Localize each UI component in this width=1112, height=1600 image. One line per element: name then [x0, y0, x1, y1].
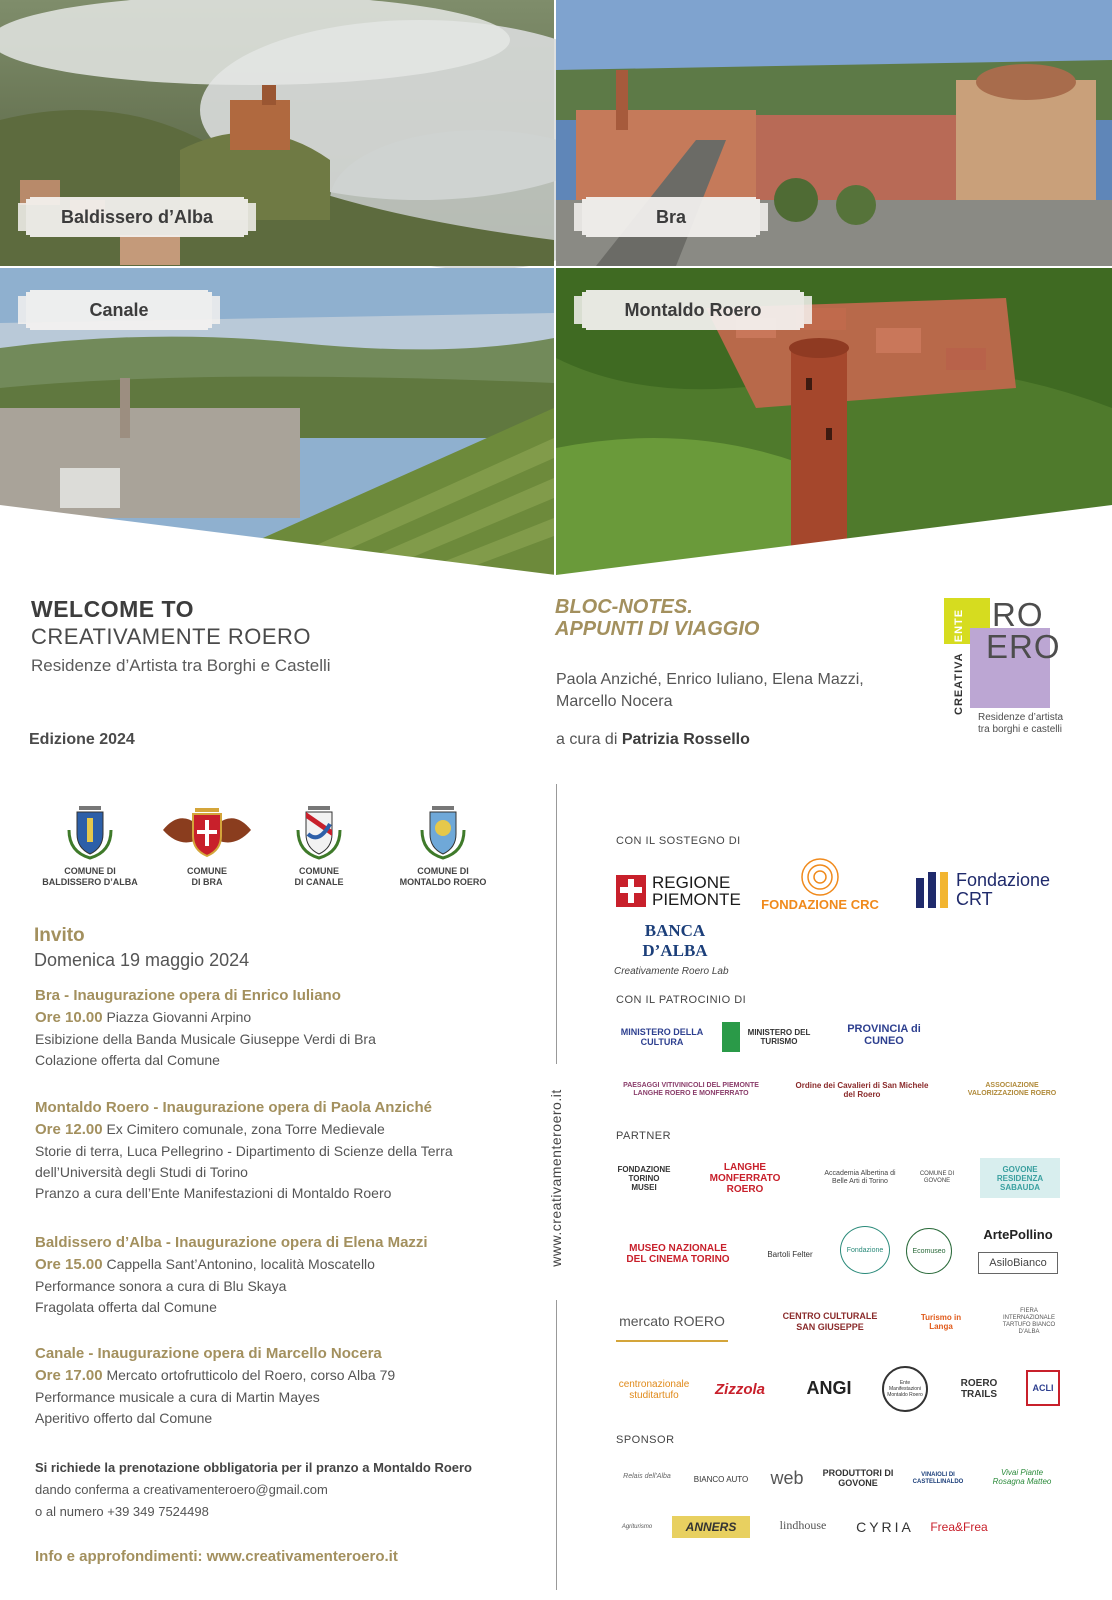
partner-angi: ANGI	[806, 1377, 852, 1398]
exhibition-title-line1: BLOC-NOTES.	[555, 596, 693, 618]
exhibition-title-line2: APPUNTI DI VIAGGIO	[555, 618, 760, 640]
booking-notice: Si richiede la prenotazione obbligatoria per il pranzo a Montaldo Roero	[35, 1460, 472, 1475]
coat-label-2: MONTALDO ROERO	[399, 877, 487, 887]
curator-prefix: a cura di	[556, 731, 618, 748]
regione-flag-icon	[616, 875, 646, 907]
partner-artepollino: ArtePollino	[983, 1226, 1053, 1242]
sponsor-cyria: CYRIA	[856, 1519, 914, 1535]
partner-museo-cinema: MUSEO NAZIONALE DEL CINEMA TORINO	[626, 1243, 730, 1265]
event-title: Canale - Inaugurazione opera di Marcello Nocera	[35, 1345, 382, 1362]
event-time-place	[35, 1367, 395, 1384]
event-canale	[35, 1345, 395, 1426]
patron-associazione-roero: ASSOCIAZIONE VALORIZZAZIONE ROERO	[967, 1082, 1057, 1097]
event-place: Ex Cimitero comunale, zona Torre Medievale	[106, 1121, 385, 1137]
partner-san-giuseppe: CENTRO CULTURALE SAN GIUSEPPE	[782, 1311, 878, 1332]
sponsor-web: web	[770, 1467, 804, 1488]
coat-label-1: COMUNE	[299, 866, 339, 876]
event-detail: Performance sonora a cura di Blu Skaya	[35, 1278, 287, 1294]
info-website[interactable]: Info e approfondimenti: www.creativamenteroero.it	[35, 1548, 398, 1565]
support-caption: Creativamente Roero Lab	[614, 966, 729, 977]
sponsor-label: FONDAZIONE CRC	[761, 896, 879, 912]
photo-canale	[0, 268, 554, 575]
event-time: Ore 15.00	[35, 1256, 103, 1273]
partner-bartoli-felter: Bartoli Felter	[767, 1249, 813, 1259]
logo-vertical-text	[953, 605, 965, 715]
creativamente-roero-logo	[944, 598, 1074, 738]
event-montaldo	[35, 1099, 453, 1201]
coat-of-arms-icon	[159, 800, 255, 860]
partner-centro-studi-tartufo: centronazionale studitartufo	[618, 1379, 690, 1401]
logo-tagline-2: tra borghi e castelli	[978, 724, 1062, 735]
event-time-place	[35, 1256, 428, 1273]
event-detail: Aperitivo offerto dal Comune	[35, 1410, 213, 1426]
patron-ministero-cultura: MINISTERO DELLA CULTURA	[620, 1027, 704, 1047]
place-label-bra: Bra	[586, 197, 756, 237]
patron-paesaggi-vitivinicoli: PAESAGGI VITIVINICOLI DEL PIEMONTE LANGHE ROERO E MONFERRATO	[623, 1082, 759, 1097]
partner-fiera-tartufo: FIERA INTERNAZIONALE TARTUFO BIANCO D’ALBA	[1002, 1308, 1056, 1335]
partner-accademia-albertina: Accademia Albertina di Belle Arti di Torino	[824, 1170, 896, 1185]
sponsor-agriturismo: Agriturismo	[621, 1524, 653, 1530]
partner-fondazione: Fondazione	[840, 1226, 890, 1274]
event-detail: Esibizione della Banda Musicale Giuseppe Verdi di Bra	[35, 1031, 376, 1047]
event-time-place	[35, 1121, 453, 1138]
coat-of-arms-icon	[65, 800, 115, 860]
partner-turismo-langa: Turismo in Langa	[920, 1313, 962, 1331]
patron-provincia-cuneo: PROVINCIA di CUNEO	[847, 1023, 921, 1047]
event-detail: Fragolata offerta dal Comune	[35, 1299, 217, 1315]
coat-label-2: DI BRA	[191, 877, 223, 887]
event-detail: Storie di terra, Luca Pellegrino - Dipartimento di Scienze della Terra	[35, 1143, 453, 1159]
sponsor-regione-piemonte	[616, 868, 741, 914]
photo-montaldo	[556, 268, 1112, 575]
event-place: Piazza Giovanni Arpino	[106, 1009, 252, 1025]
coat-label-1: COMUNE DI	[417, 866, 469, 876]
coat-canale	[276, 800, 362, 888]
event-title: Baldissero d’Alba - Inaugurazione opera di Elena Mazzi	[35, 1234, 428, 1251]
invitation-date: Domenica 19 maggio 2024	[34, 950, 250, 970]
event-title: Bra - Inaugurazione opera di Enrico Iuliano	[35, 987, 341, 1004]
partner-govone-residenza: GOVONE RESIDENZA SABAUDA	[980, 1158, 1060, 1198]
partner-comune-govone: COMUNE DI GOVONE	[919, 1171, 955, 1184]
sponsor-produttori-govone: PRODUTTORI DI GOVONE	[822, 1468, 894, 1488]
event-time: Ore 10.00	[35, 1009, 103, 1026]
place-label-canale: Canale	[30, 290, 208, 330]
event-bra	[35, 987, 376, 1068]
website-vertical[interactable]: www.creativamenteroero.it	[548, 1089, 564, 1267]
sponsor-label: Fondazione CRT	[956, 870, 1051, 909]
column-divider	[556, 1300, 557, 1590]
partner-asilobianco: AsiloBianco	[978, 1252, 1058, 1274]
sponsor-bianco-auto: BIANCO AUTO	[693, 1474, 749, 1484]
partner-mercato-roero: mercato ROERO	[616, 1302, 728, 1342]
sponsor-vivai-piante: Vivai Piante Rosagna Matteo	[992, 1468, 1052, 1486]
photo-grid	[0, 0, 1112, 575]
coat-baldissero	[38, 800, 142, 888]
coat-montaldo	[388, 800, 498, 888]
partner-torino-musei: FONDAZIONE TORINO MUSEI	[617, 1164, 671, 1192]
partner-roero-trails: ROERO TRAILS	[960, 1378, 998, 1400]
sponsor-frea-frea: Frea&Frea	[930, 1520, 988, 1534]
place-label-montaldo: Montaldo Roero	[586, 290, 800, 330]
event-detail: Colazione offerta dal Comune	[35, 1052, 220, 1068]
partner-ente-manifestazioni: Ente Manifestazioni Montaldo Roero	[882, 1366, 928, 1412]
coat-of-arms-icon	[418, 800, 468, 860]
booking-email[interactable]: dando conferma a creativamenteroero@gmail.com	[35, 1482, 328, 1497]
crc-circles-icon	[790, 857, 850, 897]
booking-phone[interactable]: o al numero +39 349 7524498	[35, 1504, 209, 1519]
logo-text-ro: RO	[992, 596, 1044, 633]
sponsor-fondazione-crt	[916, 868, 1066, 912]
partner-acli: ACLI	[1026, 1370, 1060, 1406]
event-title: Montaldo Roero - Inaugurazione opera di Paola Anziché	[35, 1099, 432, 1116]
edition-label: Edizione 2024	[29, 731, 135, 748]
coat-label-2: DI CANALE	[294, 877, 344, 887]
coat-label-2: BALDISSERO D’ALBA	[42, 877, 138, 887]
sponsor-anners: ANNERS	[672, 1516, 750, 1538]
event-baldissero	[35, 1234, 428, 1315]
coat-bra	[158, 800, 256, 888]
event-detail: Performance musicale a cura di Martin Mayes	[35, 1389, 320, 1405]
coat-label-1: COMUNE DI	[64, 866, 116, 876]
curator-line	[556, 731, 750, 749]
partner-zizzola: Zizzola	[714, 1380, 765, 1398]
event-detail: Pranzo a cura dell’Ente Manifestazioni di Montaldo Roero	[35, 1185, 392, 1201]
event-time: Ore 17.00	[35, 1367, 103, 1384]
sponsor-lindhouse: lindhouse	[779, 1517, 827, 1532]
logo-tagline-1: Residenze d’artista	[978, 712, 1064, 723]
artists-line1: Paola Anziché, Enrico Iuliano, Elena Mazzi,	[556, 671, 864, 688]
patron-ministero-turismo: MINISTERO DEL TURISMO	[722, 1022, 818, 1052]
photo-bra	[556, 0, 1112, 266]
patronage-heading: CON IL PATROCINIO DI	[616, 994, 747, 1006]
logo-vertical-a: CREATIVA	[953, 652, 965, 715]
partner-ecomuseo: Ecomuseo	[906, 1228, 952, 1274]
event-place: Mercato ortofrutticolo del Roero, corso Alba 79	[106, 1367, 396, 1383]
sponsor-banca-alba	[616, 921, 734, 960]
logo-tagline	[978, 712, 1063, 736]
sponsor-heading: SPONSOR	[616, 1434, 675, 1446]
place-label-baldissero: Baldissero d’Alba	[30, 197, 244, 237]
column-divider	[556, 784, 557, 1064]
coat-label-1: COMUNE	[187, 866, 227, 876]
patron-ordine-cavalieri: Ordine dei Cavalieri di San Michele del Roero	[795, 1081, 929, 1099]
partner-langhe-monferrato-roero: LANGHE MONFERRATO ROERO	[709, 1161, 781, 1195]
event-detail: dell’Università degli Studi di Torino	[35, 1164, 248, 1180]
artists-line2: Marcello Nocera	[556, 693, 673, 710]
sponsor-fondazione-crc	[760, 852, 880, 916]
event-time: Ore 12.00	[35, 1121, 103, 1138]
support-heading: CON IL SOSTEGNO DI	[616, 835, 741, 847]
sponsor-relais: Relais dell'Alba	[623, 1473, 671, 1480]
invitation-heading: Invito	[34, 925, 85, 946]
sponsor-label: REGIONE PIEMONTE	[652, 873, 741, 909]
curator-name: Patrizia Rossello	[621, 731, 750, 748]
sponsor-vinaioli-castellinaldo: VINAIOLI DI CASTELLINALDO	[912, 1472, 964, 1485]
coat-of-arms-icon	[294, 800, 344, 860]
logo-vertical-b: MENTE	[953, 608, 965, 653]
partner-heading: PARTNER	[616, 1130, 672, 1142]
event-place: Cappella Sant’Antonino, località Moscatello	[106, 1256, 375, 1272]
logo-text-ero: ERO	[986, 628, 1061, 665]
crt-bars-icon	[916, 872, 950, 908]
project-subtitle: Residenze d’Artista tra Borghi e Castelli	[31, 656, 331, 675]
welcome-heading: WELCOME TO	[31, 596, 195, 622]
sponsor-label: BANCA D’ALBA	[642, 921, 708, 960]
photo-baldissero	[0, 0, 554, 266]
event-time-place	[35, 1009, 376, 1026]
project-name: CREATIVAMENTE ROERO	[31, 624, 312, 649]
